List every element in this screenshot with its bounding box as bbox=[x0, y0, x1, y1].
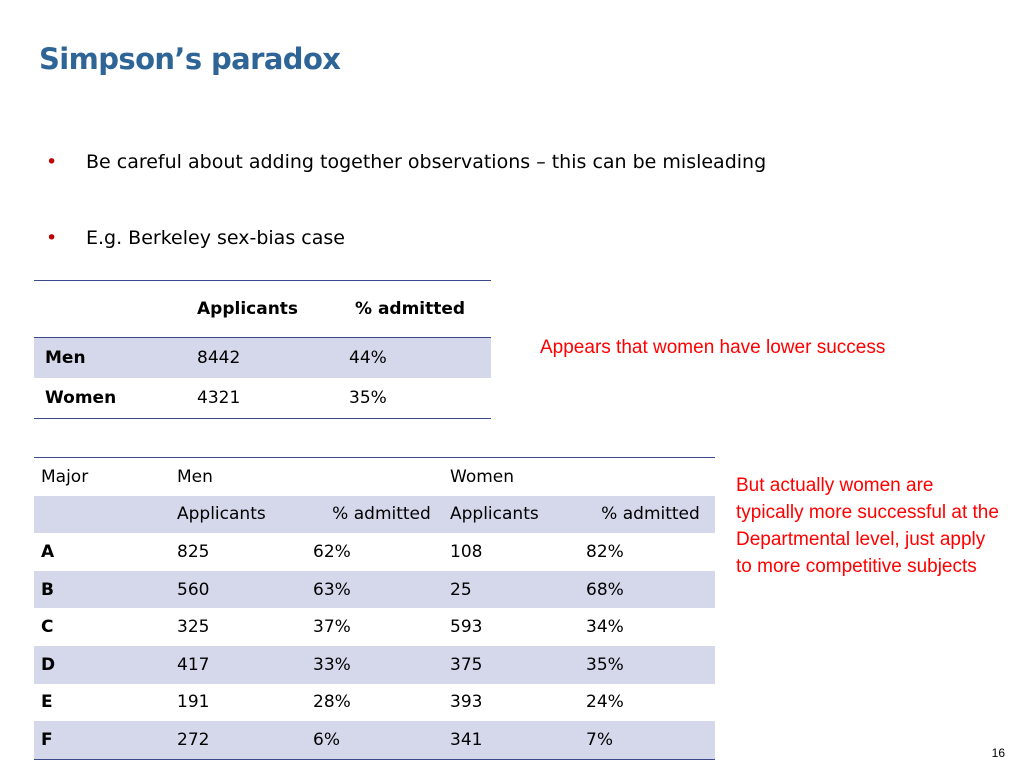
men-applicants-cell: 325 bbox=[177, 617, 210, 638]
women-admitted-cell: 35% bbox=[586, 646, 715, 684]
men-admitted-cell: 6% bbox=[313, 721, 450, 759]
major-subheader-women-applicants: Applicants bbox=[450, 496, 586, 534]
slide-title: Simpson’s paradox bbox=[39, 42, 341, 76]
major-header-women: Women bbox=[450, 466, 515, 487]
bullet-marker: • bbox=[46, 151, 58, 173]
summary-header-blank bbox=[34, 281, 197, 338]
major-cell: B bbox=[34, 571, 177, 609]
women-admitted-cell: 68% bbox=[586, 571, 715, 609]
summary-admitted-cell: 35% bbox=[349, 388, 387, 408]
men-admitted-cell: 33% bbox=[313, 646, 450, 684]
women-admitted-cell: 24% bbox=[586, 692, 624, 713]
major-cell: A bbox=[41, 541, 55, 562]
table-row bbox=[34, 533, 715, 571]
men-admitted-cell: 63% bbox=[313, 571, 450, 609]
women-applicants-cell: 341 bbox=[450, 721, 586, 759]
women-applicants-cell: 25 bbox=[450, 571, 586, 609]
table-row bbox=[34, 721, 715, 759]
major-header-spacer bbox=[586, 458, 715, 496]
men-applicants-cell: 825 bbox=[177, 541, 210, 562]
major-cell: F bbox=[34, 721, 177, 759]
major-table-subheader bbox=[34, 496, 715, 534]
summary-header-admitted: % admitted bbox=[349, 281, 491, 338]
women-admitted-cell: 34% bbox=[586, 617, 624, 638]
bullet-text: E.g. Berkeley sex-bias case bbox=[86, 227, 345, 249]
table-row bbox=[34, 378, 491, 419]
table-row bbox=[34, 338, 491, 379]
bullet-marker: • bbox=[46, 227, 58, 249]
women-admitted-cell: 7% bbox=[586, 721, 715, 759]
summary-applicants-cell: 4321 bbox=[197, 388, 241, 408]
major-subheader-women-admitted: % admitted bbox=[586, 496, 715, 534]
women-admitted-cell: 82% bbox=[586, 541, 624, 562]
bullet-item bbox=[46, 150, 966, 174]
major-cell: C bbox=[41, 617, 54, 638]
men-applicants-cell: 560 bbox=[177, 571, 313, 609]
women-applicants-cell: 393 bbox=[450, 692, 483, 713]
major-subheader-men-admitted: % admitted bbox=[313, 496, 450, 534]
men-applicants-cell: 417 bbox=[177, 646, 313, 684]
bullet-item bbox=[46, 226, 966, 250]
major-header-major: Major bbox=[41, 466, 89, 487]
major-subheader-men-applicants: Applicants bbox=[177, 496, 313, 534]
summary-row-label: Women bbox=[45, 388, 117, 408]
summary-note: Appears that women have lower success bbox=[540, 337, 886, 358]
table-row bbox=[34, 646, 715, 684]
major-header-spacer bbox=[313, 458, 450, 496]
bullet-text: Be careful about adding together observations – this can be misleading bbox=[86, 151, 767, 173]
women-applicants-cell: 108 bbox=[450, 541, 483, 562]
men-applicants-cell: 191 bbox=[177, 692, 210, 713]
major-cell: D bbox=[34, 646, 177, 684]
page-number: 16 bbox=[991, 746, 1005, 760]
summary-table-header bbox=[34, 281, 491, 338]
table-row bbox=[34, 684, 715, 722]
major-subheader-blank bbox=[34, 496, 177, 534]
major-table bbox=[34, 457, 715, 760]
major-table-header bbox=[34, 458, 715, 496]
summary-row-label: Men bbox=[34, 338, 197, 379]
detail-note: But actually women are typically more successful at the Departmental level, just apply to more competitive subjects bbox=[736, 475, 999, 577]
men-applicants-cell: 272 bbox=[177, 721, 313, 759]
bullet-list bbox=[46, 150, 966, 250]
summary-admitted-cell: 44% bbox=[349, 338, 491, 379]
men-admitted-cell: 37% bbox=[313, 617, 351, 638]
men-admitted-cell: 62% bbox=[313, 541, 351, 562]
table-row bbox=[34, 608, 715, 646]
major-cell: E bbox=[41, 692, 53, 713]
men-admitted-cell: 28% bbox=[313, 692, 351, 713]
major-header-men: Men bbox=[177, 466, 213, 487]
women-applicants-cell: 593 bbox=[450, 617, 483, 638]
summary-header-applicants: Applicants bbox=[197, 281, 349, 338]
women-applicants-cell: 375 bbox=[450, 646, 586, 684]
table-row bbox=[34, 571, 715, 609]
summary-applicants-cell: 8442 bbox=[197, 338, 349, 379]
summary-table bbox=[34, 280, 491, 419]
